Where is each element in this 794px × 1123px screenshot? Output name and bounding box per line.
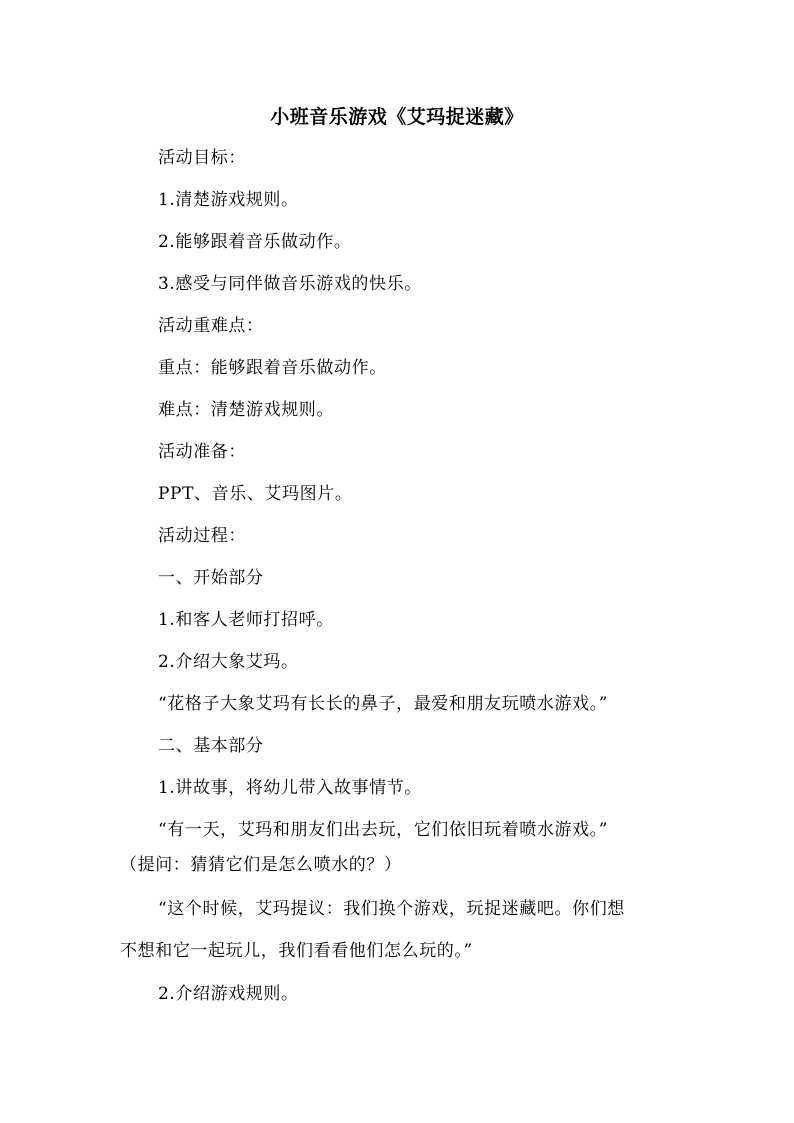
paragraph-activity-goals-heading: 活动目标： — [158, 148, 246, 168]
paragraph-difficult-point: 难点：清楚游戏规则。 — [158, 400, 334, 420]
paragraph-goal-2: 2.能够跟着音乐做动作。 — [158, 232, 352, 252]
paragraph-question: （提问：猜猜它们是怎么喷水的？） — [120, 855, 402, 875]
paragraph-quote-suggestion-line2: 不想和它一起玩儿，我们看看他们怎么玩的。” — [120, 941, 473, 961]
paragraph-section-start: 一、开始部分 — [158, 568, 264, 588]
paragraph-section-basic: 二、基本部分 — [158, 736, 264, 756]
paragraph-introduce-elmer: 2.介绍大象艾玛。 — [158, 652, 299, 672]
paragraph-key-point: 重点：能够跟着音乐做动作。 — [158, 358, 387, 378]
paragraph-quote-story: “有一天，艾玛和朋友们出去玩，它们依旧玩着喷水游戏。” — [158, 820, 609, 840]
paragraph-greet-teachers: 1.和客人老师打招呼。 — [158, 610, 334, 630]
paragraph-goal-1: 1.清楚游戏规则。 — [158, 190, 299, 210]
paragraph-quote-elmer: “花格子大象艾玛有长长的鼻子，最爱和朋友玩喷水游戏。” — [158, 694, 609, 714]
paragraph-process-heading: 活动过程： — [158, 526, 246, 546]
paragraph-tell-story: 1.讲故事，将幼儿带入故事情节。 — [158, 778, 422, 798]
document-title: 小班音乐游戏《艾玛捉迷藏》 — [270, 106, 524, 128]
paragraph-key-difficult-heading: 活动重难点： — [158, 316, 264, 336]
paragraph-preparation-items: PPT、音乐、艾玛图片。 — [158, 484, 353, 504]
paragraph-preparation-heading: 活动准备： — [158, 442, 246, 462]
paragraph-goal-3: 3.感受与同伴做音乐游戏的快乐。 — [158, 274, 422, 294]
paragraph-game-rules: 2.介绍游戏规则。 — [158, 984, 299, 1004]
paragraph-quote-suggestion-line1: “这个时候，艾玛提议：我们换个游戏，玩捉迷藏吧。你们想 — [158, 899, 625, 919]
